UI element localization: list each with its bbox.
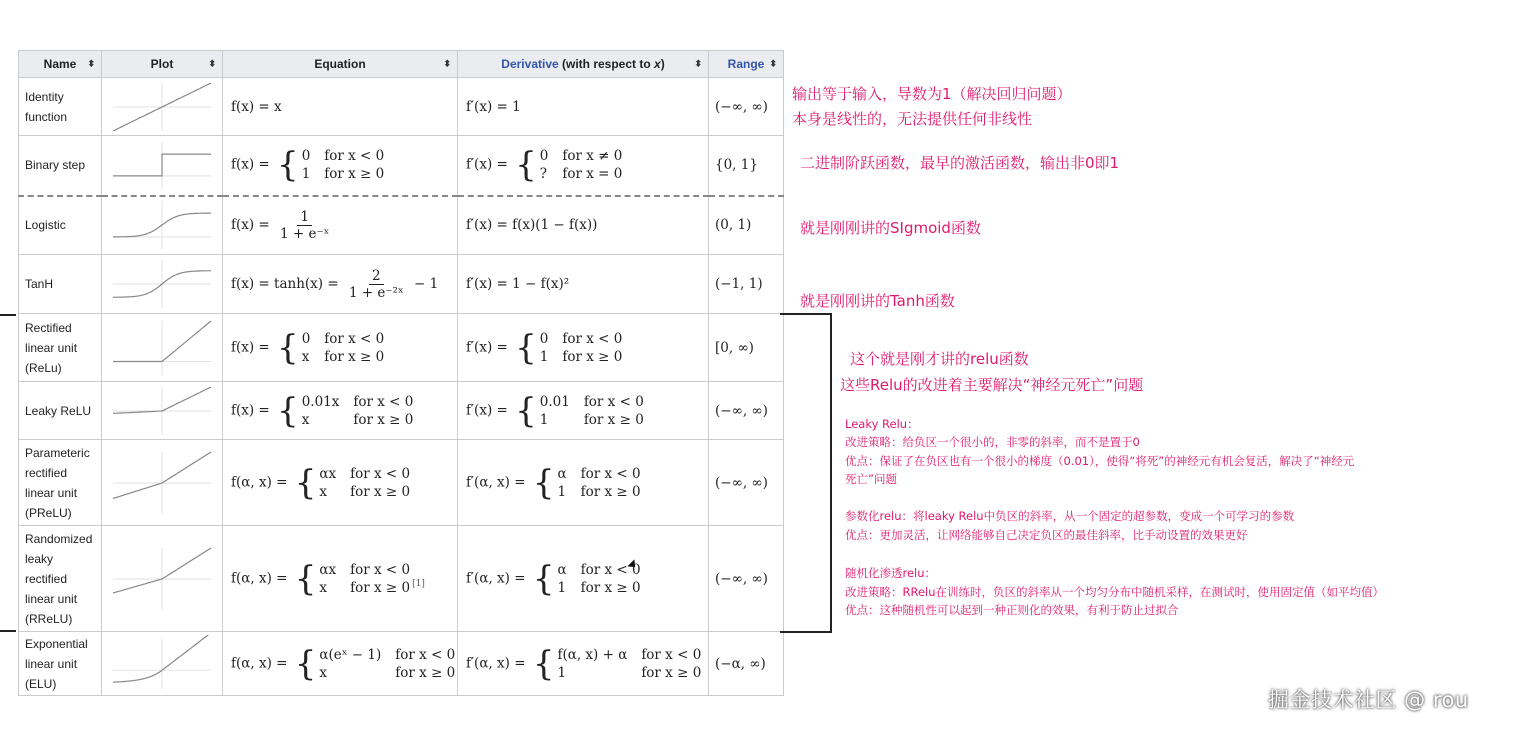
case-value: α [557, 465, 567, 482]
eq-cases [292, 462, 411, 503]
range-cell: (−∞, ∞) [709, 78, 784, 136]
row-name: Binary step [19, 136, 102, 196]
brace: { [277, 390, 299, 431]
case-cond: for x < 0 [580, 561, 641, 578]
der-cases [512, 145, 623, 186]
table-row [19, 136, 784, 196]
row-name: Rectified linear unit (ReLu) [19, 314, 102, 382]
annotation-rrelu-strategy: 改进策略：RRelu在训练时，负区的斜率从一个均匀分布中随机采样，在测试时，使用固定值（如平均值） [845, 585, 1385, 599]
case-cond: for x ≥ 0 [641, 664, 702, 681]
derivative-cell [458, 382, 709, 440]
eq-cases [274, 145, 385, 186]
derivative-cell: f′(x) = f(x)(1 − f(x)) [458, 196, 709, 255]
left-bracket [0, 314, 16, 632]
annotation-prelu-adv: 优点：更加灵活，让网络能够自己决定负区的最佳斜率，比手动设置的效果更好 [845, 528, 1248, 542]
equation-cell [223, 314, 458, 382]
annotation-leaky-strategy: 改进策略：给负区一个很小的，非零的斜率，而不是置于0 [845, 435, 1140, 449]
range-cell: (−∞, ∞) [709, 526, 784, 632]
case-cond: for x ≥ 0 [580, 579, 641, 596]
case-value: x [319, 579, 328, 596]
annotation-leaky-title: Leaky Relu： [845, 417, 919, 431]
plot-cell [102, 632, 223, 696]
plot-elu [107, 635, 217, 693]
col-header-name-label: Name [43, 57, 77, 71]
case-cond: for x < 0 [641, 646, 702, 663]
range-cell: (−∞, ∞) [709, 382, 784, 440]
annotation-identity-1: 输出等于输入，导数为1（解决回归问题） [792, 85, 1072, 103]
derivative-suffix: (with respect to [558, 57, 655, 71]
case-value: α(eˣ − 1) [319, 646, 382, 663]
annotation-identity-2: 本身是线性的，无法提供任何非线性 [792, 110, 1033, 128]
case-value: 1 [557, 579, 567, 596]
table-row [19, 196, 784, 255]
eq-prefix: f(α, x) = [231, 655, 288, 671]
activation-function-table [18, 50, 784, 696]
case-value: 0 [539, 148, 549, 165]
der-prefix: f′(α, x) = [466, 655, 526, 671]
case-cond: for x ≥ 0 [395, 664, 456, 681]
case-value: 0 [539, 330, 549, 347]
plot-logistic [107, 197, 217, 253]
case-value: 0.01x [301, 393, 340, 410]
derivative-cell: f′(x) = 1 − f(x)² [458, 255, 709, 314]
range-cell: (−∞, ∞) [709, 440, 784, 526]
der-cases [512, 390, 644, 431]
case-value: x [301, 411, 310, 428]
eq-prefix: f(x) = [231, 339, 270, 355]
plot-cell [102, 526, 223, 632]
brace: { [294, 462, 317, 503]
eq-cases [274, 327, 385, 368]
case-cond: for x ≥ 0 [350, 483, 411, 500]
case-cond: for x < 0 [580, 465, 641, 482]
equation-cell [223, 136, 458, 196]
plot-cell [102, 196, 223, 255]
col-header-plot-label: Plot [150, 57, 174, 71]
der-prefix: f′(x) = [466, 156, 508, 173]
frac-num: 1 [297, 209, 312, 226]
derivative-link[interactable]: Derivative [501, 57, 559, 71]
derivative-var: x [654, 57, 661, 71]
equation-cell [223, 196, 458, 255]
case-value: 1 [539, 348, 549, 365]
derivative-cell: f′(x) = 1 [458, 78, 709, 136]
brace: { [532, 558, 555, 599]
plot-cell [102, 78, 223, 136]
eq-suffix: − 1 [413, 275, 439, 292]
brace: { [277, 145, 299, 186]
plot-cell [102, 136, 223, 196]
eq-cases [292, 558, 411, 599]
derivative-close: ) [660, 57, 665, 71]
derivative-cell [458, 632, 709, 696]
brace: { [515, 145, 537, 186]
case-value: x [319, 483, 328, 500]
table-row [19, 255, 784, 314]
case-value: 0 [301, 148, 311, 165]
row-name: TanH [19, 255, 102, 314]
annotation-step: 二进制阶跃函数，最早的激活函数，输出非0即1 [800, 154, 1120, 172]
case-cond: for x < 0 [324, 330, 385, 347]
brace: { [515, 327, 537, 368]
der-prefix: f′(α, x) = [466, 570, 526, 586]
derivative-cell [458, 440, 709, 526]
annotation-rrelu-title: 随机化渗透relu： [845, 566, 937, 580]
case-cond: for x < 0 [350, 465, 411, 482]
eq-prefix: f(x) = [231, 402, 270, 418]
annotation-prelu-title: 参数化relu：将leaky Relu中负区的斜率，从一个固定的超参数，变成一个可学习的参数 [845, 509, 1295, 523]
der-prefix: f′(x) = [466, 402, 508, 418]
plot-relu [107, 317, 217, 379]
sort-icon[interactable]: ⬍ [694, 58, 702, 69]
row-name: Leaky ReLU [19, 382, 102, 440]
der-cases [530, 462, 641, 503]
sort-icon[interactable]: ⬍ [443, 58, 451, 69]
col-header-name[interactable] [19, 51, 102, 78]
equation-cell [223, 255, 458, 314]
case-cond: for x ≥ 0 [350, 579, 411, 596]
case-value: 1 [301, 166, 311, 183]
row-name: Parameteric rectified linear unit (PReLU) [19, 440, 102, 526]
row-name: Logistic [19, 196, 102, 255]
case-cond: for x < 0 [583, 393, 644, 410]
case-cond: for x ≥ 0 [353, 411, 414, 428]
plot-cell [102, 255, 223, 314]
table-row [19, 382, 784, 440]
case-cond: for x < 0 [353, 393, 414, 410]
plot-cell [102, 440, 223, 526]
case-cond: for x ≥ 0 [324, 166, 385, 183]
annotation-rrelu-adv: 优点：这种随机性可以起到一种正则化的效果，有利于防止过拟合 [845, 603, 1179, 617]
case-cond: for x ≥ 0 [583, 411, 644, 428]
eq-prefix: f(α, x) = [231, 570, 288, 586]
plot-step [107, 137, 217, 193]
case-value: 0 [301, 330, 311, 347]
equation-cell [223, 382, 458, 440]
plot-rrelu [107, 544, 217, 614]
equation-cell [223, 440, 458, 526]
annotation-relu: 这个就是刚才讲的relu函数 [850, 350, 1029, 368]
brace: { [294, 643, 317, 684]
brace: { [515, 390, 537, 431]
eq-cases [292, 643, 456, 684]
col-header-plot[interactable] [102, 51, 223, 78]
annotation-relu-improve: 这些Relu的改进着主要解决“神经元死亡”问题 [840, 376, 1144, 394]
col-header-equation[interactable] [223, 51, 458, 78]
case-cond: for x ≥ 0 [580, 483, 641, 500]
range-cell: (0, 1) [709, 196, 784, 255]
case-value: x [319, 664, 328, 681]
equation-cell: f(x) = x [223, 78, 458, 136]
table-row [19, 78, 784, 136]
der-cases [530, 643, 702, 684]
annotation-tanh: 就是刚刚讲的Tanh函数 [800, 292, 955, 310]
row-name: Identity function [19, 78, 102, 136]
eq-prefix: f(x) = tanh(x) = [231, 275, 339, 292]
derivative-cell [458, 526, 709, 632]
case-cond: for x ≠ 0 [562, 148, 623, 165]
table-row [19, 526, 784, 632]
case-value: f(α, x) + α [557, 646, 628, 663]
der-cases [530, 558, 641, 599]
derivative-cell [458, 314, 709, 382]
sort-icon[interactable]: ⬍ [208, 58, 216, 69]
eq-prefix: f(x) = [231, 156, 270, 173]
range-link[interactable]: Range [727, 57, 765, 71]
case-value: ? [539, 166, 547, 183]
case-value: x [301, 348, 310, 365]
eq-cases [274, 390, 414, 431]
table-row [19, 440, 784, 526]
col-header-derivative[interactable] [458, 51, 709, 78]
range-cell: {0, 1} [709, 136, 784, 196]
row-name: Randomized leaky rectified linear unit (RReLU) [19, 526, 102, 632]
right-bracket [780, 313, 832, 633]
range-cell: (−1, 1) [709, 255, 784, 314]
eq-prefix: f(α, x) = [231, 474, 288, 490]
equation-cell [223, 526, 458, 632]
plot-curve [113, 154, 211, 176]
brace: { [532, 643, 555, 684]
plot-axes [113, 321, 211, 375]
equation-cell [223, 632, 458, 696]
brace: { [532, 462, 555, 503]
range-cell: [0, ∞) [709, 314, 784, 382]
sort-icon[interactable]: ⬍ [87, 58, 95, 69]
reference-link[interactable]: [1] [412, 578, 425, 589]
plot-identity [107, 79, 217, 135]
plot-prelu [107, 448, 217, 518]
frac-num: 2 [369, 268, 384, 285]
plot-cell [102, 314, 223, 382]
annotation-leaky-adv-1: 优点：保证了在负区也有一个很小的梯度（0.01），使得“将死”的神经元有机会复活，解决了“神经元 [845, 454, 1355, 468]
case-cond: for x < 0 [562, 330, 623, 347]
fraction [346, 268, 407, 301]
col-header-equation-label: Equation [314, 57, 366, 71]
plot-tanh [107, 256, 217, 312]
case-value: 1 [557, 664, 567, 681]
table-row [19, 632, 784, 696]
plot-cell [102, 382, 223, 440]
annotation-leaky-adv-2: 死亡”问题 [845, 472, 897, 486]
derivative-cell [458, 136, 709, 196]
der-cases [512, 327, 623, 368]
der-prefix: f′(α, x) = [466, 474, 526, 490]
case-value: 0.01 [539, 393, 570, 410]
case-value: 1 [557, 483, 567, 500]
case-cond: for x = 0 [562, 166, 623, 183]
case-value: αx [319, 561, 337, 578]
table-row [19, 314, 784, 382]
watermark: 掘金技术社区 @ rou [1268, 688, 1469, 712]
case-cond: for x ≥ 0 [562, 348, 623, 365]
annotation-logistic: 就是刚刚讲的SIgmoid函数 [800, 219, 981, 237]
case-value: α [557, 561, 567, 578]
case-value: 1 [539, 411, 549, 428]
sort-icon[interactable]: ⬍ [769, 58, 777, 69]
case-value: αx [319, 465, 337, 482]
case-cond: for x < 0 [324, 148, 385, 165]
brace: { [277, 327, 299, 368]
range-cell: (−α, ∞) [709, 632, 784, 696]
case-cond: for x < 0 [395, 646, 456, 663]
col-header-range[interactable] [709, 51, 784, 78]
der-prefix: f′(x) = [466, 339, 508, 355]
plot-leaky [107, 383, 217, 439]
frac-den: 1 + e⁻²ˣ [348, 284, 404, 301]
frac-den: 1 + e⁻ˣ [280, 225, 330, 242]
brace: { [294, 558, 317, 599]
row-name: Exponential linear unit (ELU) [19, 632, 102, 696]
case-cond: for x ≥ 0 [324, 348, 385, 365]
case-cond: for x < 0 [350, 561, 411, 578]
fraction [277, 209, 332, 242]
eq-prefix: f(x) = [231, 216, 270, 233]
